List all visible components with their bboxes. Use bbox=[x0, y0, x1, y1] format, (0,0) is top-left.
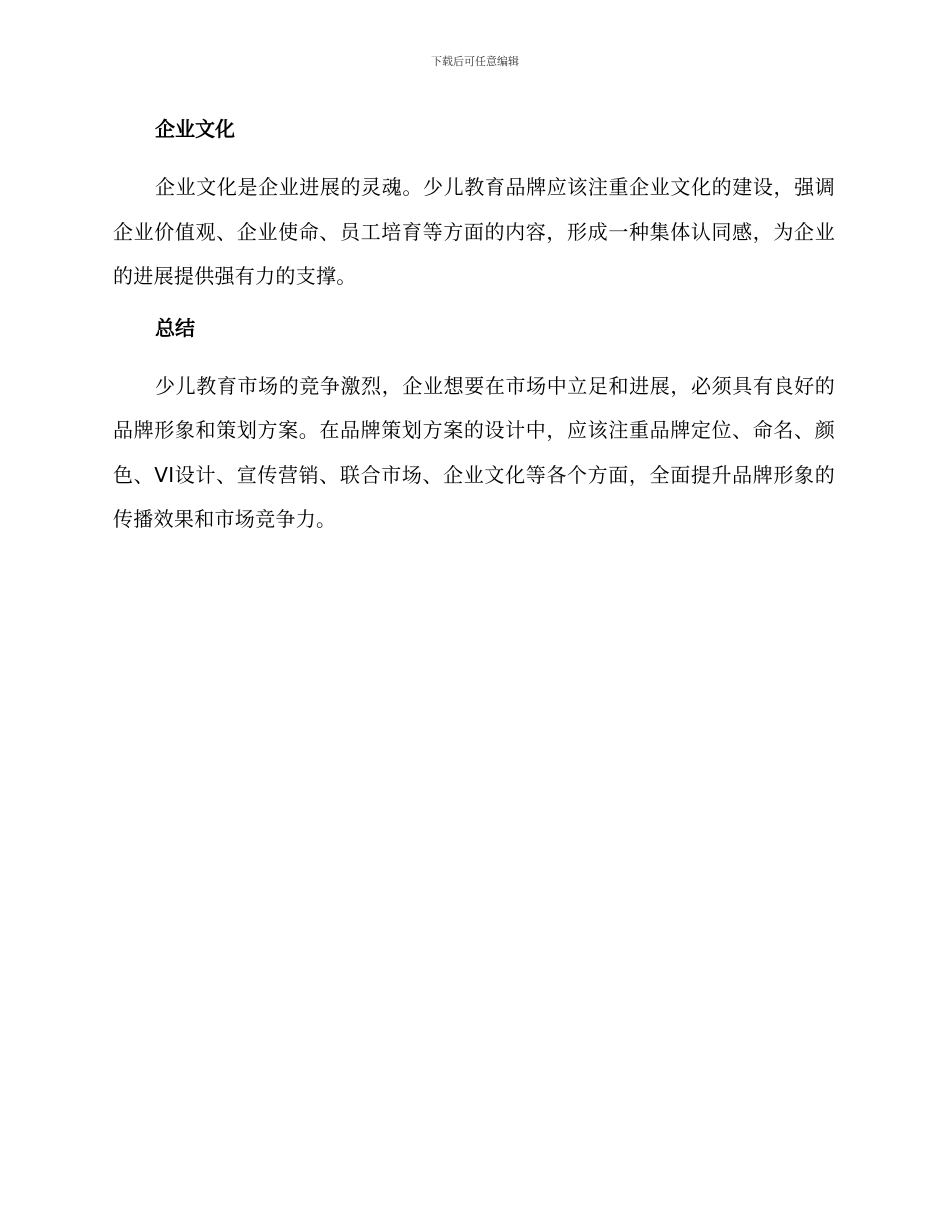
section-heading-corporate-culture: 企业文化 bbox=[155, 117, 235, 141]
document-body bbox=[113, 112, 835, 542]
section-paragraph-corporate-culture: 企业文化是企业进展的灵魂。少儿教育品牌应该注重企业文化的建设，强调企业价值观、企业使命、员工培育等方面的内容，形成一种集体认同感，为企业的进展提供强有力的支撑。 bbox=[113, 175, 835, 288]
section-heading-summary: 总结 bbox=[155, 315, 195, 340]
section-paragraph-summary: 少儿教育市场的竞争激烈，企业想要在市场中立足和进展，必须具有良好的品牌形象和策划方案。在品牌策划方案的设计中，应该注重品牌定位、命名、颜色、VI设计、宣传营销、联合市场、企业文化等各个方面，全面提升品牌形象的传播效果和市场竞争力。 bbox=[113, 373, 835, 531]
page-header-note: 下载后可任意编辑 bbox=[431, 55, 519, 68]
